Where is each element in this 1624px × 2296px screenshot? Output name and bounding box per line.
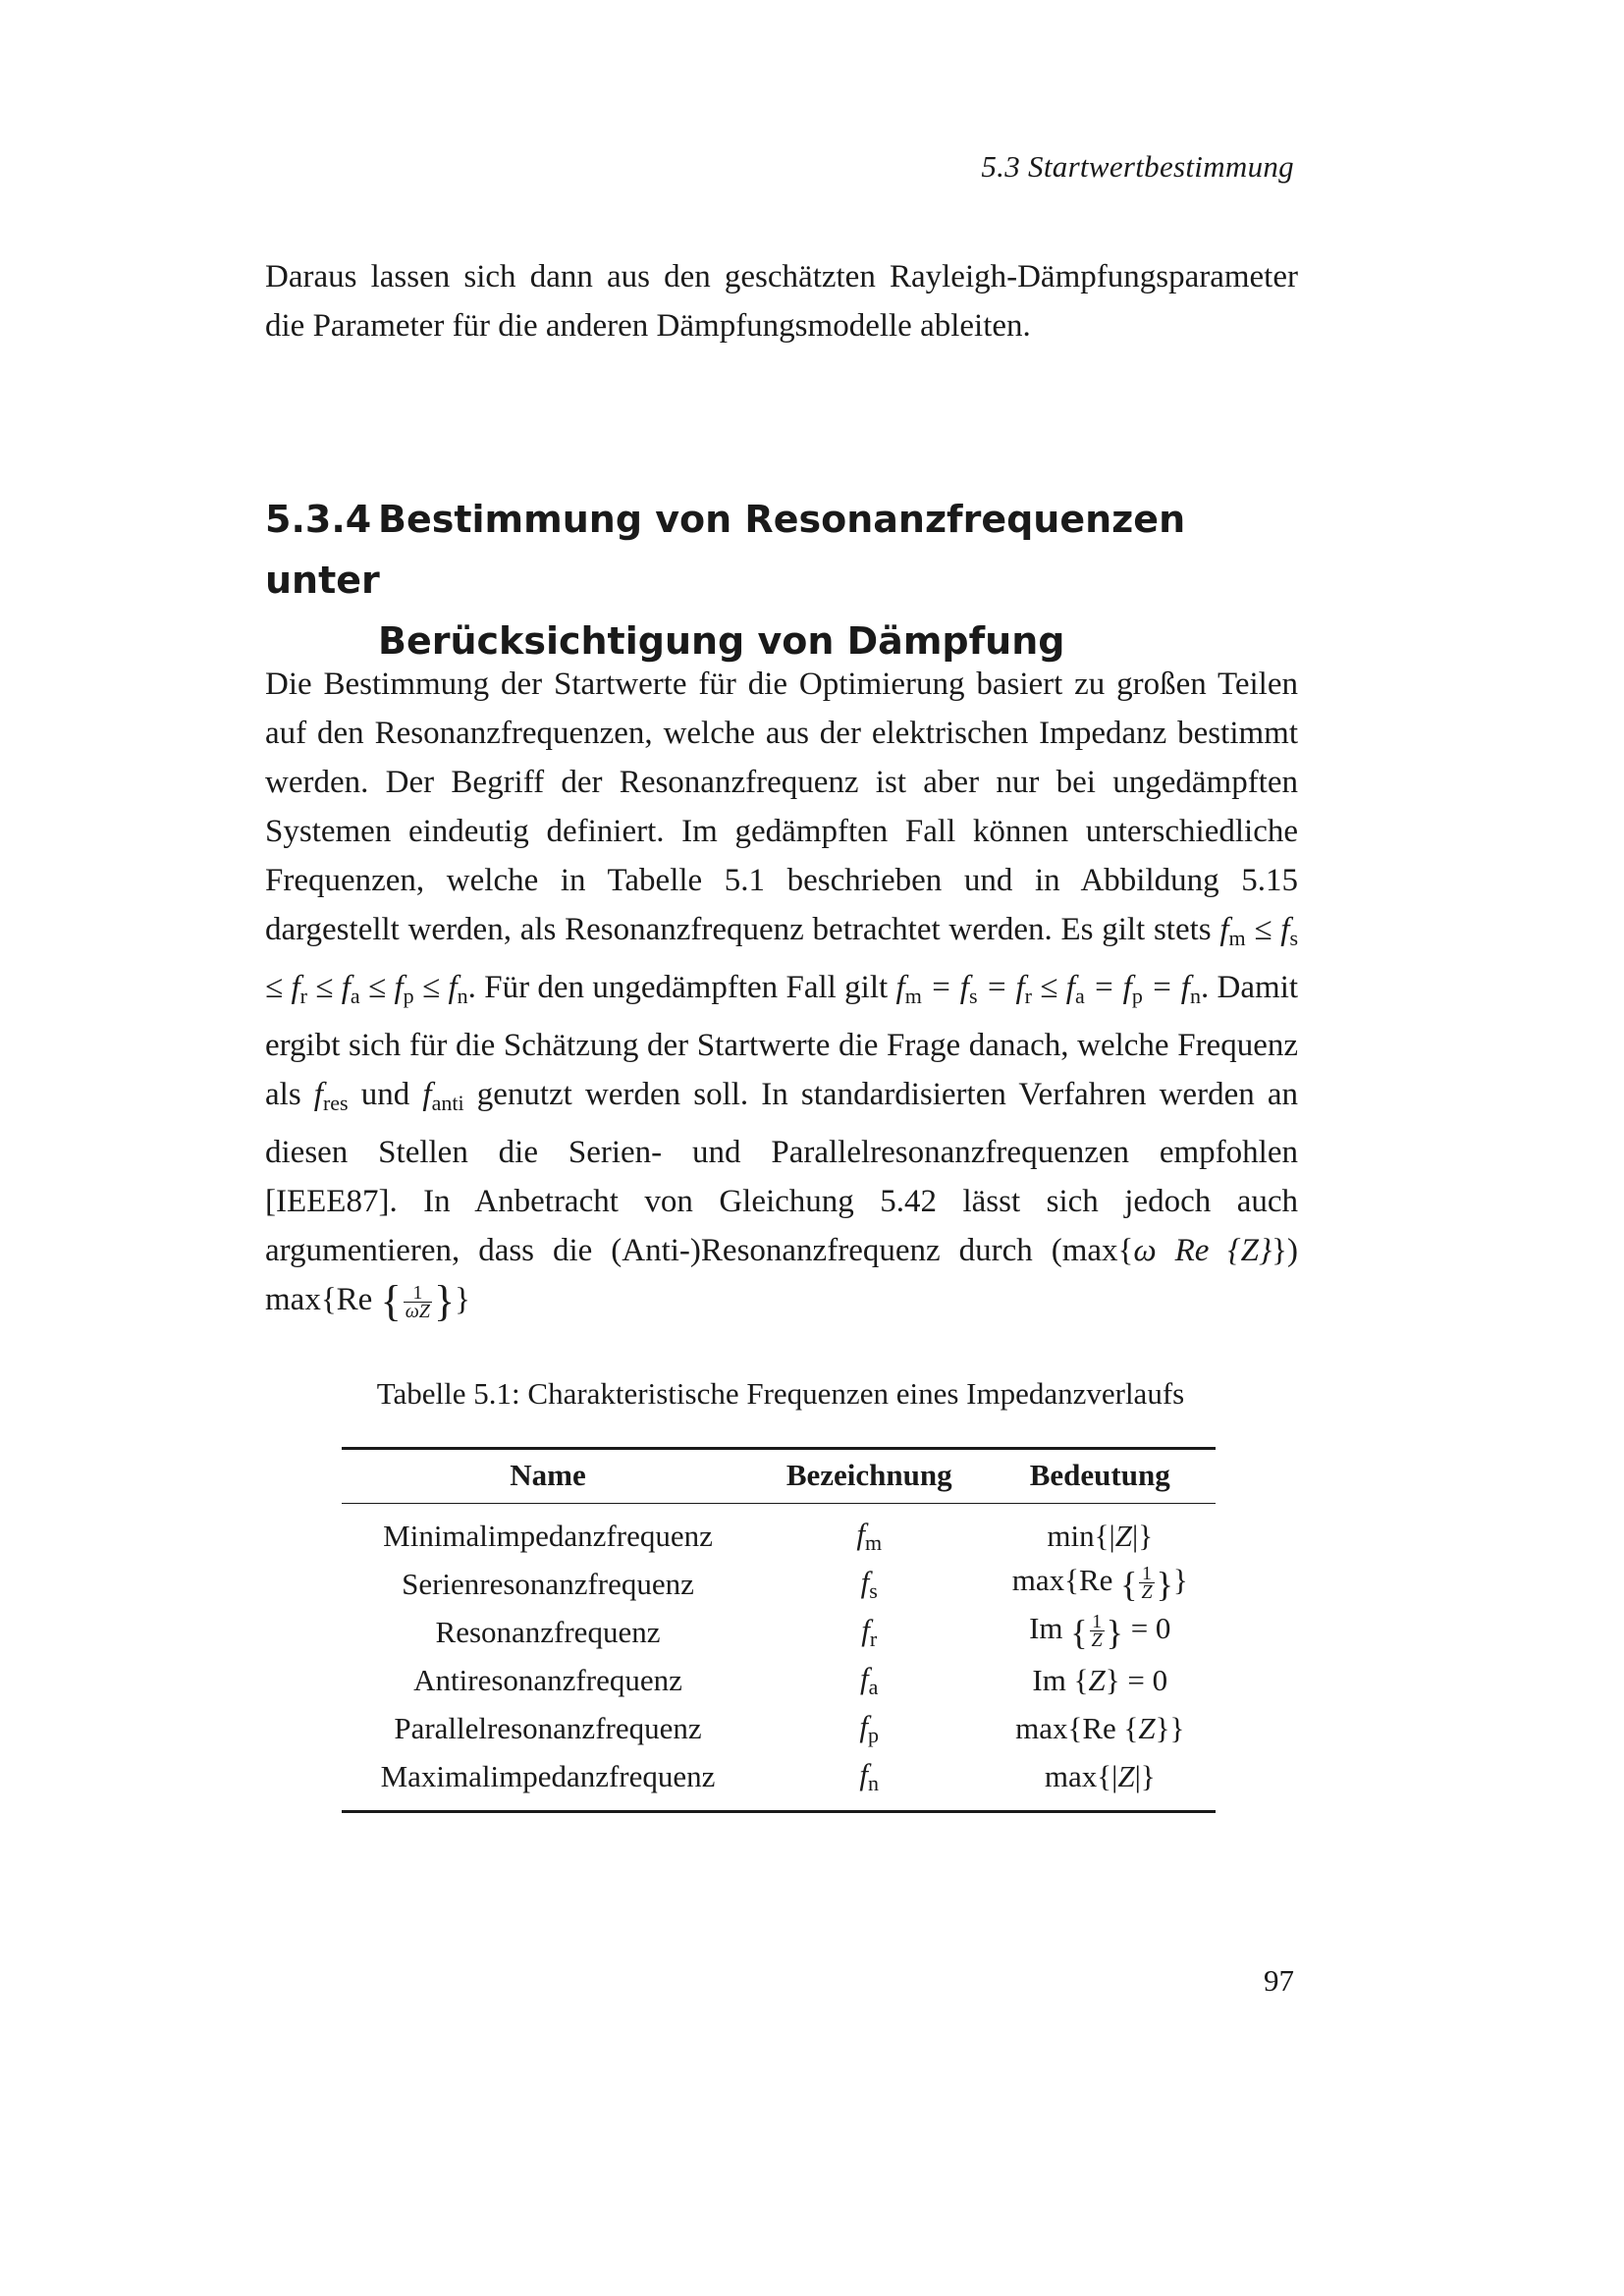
cell-name: Resonanzfrequenz: [435, 1614, 661, 1649]
running-header: 5.3 Startwertbestimmung: [981, 149, 1294, 184]
cell-meaning: min{|Z|}: [1047, 1518, 1154, 1553]
cell-name: Antiresonanzfrequenz: [413, 1662, 682, 1697]
fraction-1-omega-z: $\frac{1}{\omega Z}$: [405, 1281, 430, 1322]
intro-paragraph: Daraus lassen sich dann aus den geschätzten Rayleigh-Dämpfungsparameter die Parameter für die anderen Dämpfungsmodelle ableiten.: [265, 259, 1298, 344]
cell-symbol: $f_r$: [861, 1612, 878, 1651]
symbol-f-res: $f_{res}$: [313, 1077, 349, 1115]
section-title-line2: Berücksichtigung von Dämpfung: [378, 619, 1065, 663]
cell-meaning: Im {Z} = 0: [1032, 1662, 1168, 1697]
cell-symbol: $f_m$: [856, 1516, 883, 1555]
cell-meaning: max{Re {Z}}: [1015, 1710, 1185, 1745]
cell-name: Minimalimpedanzfrequenz: [383, 1518, 713, 1553]
page-number: 97: [1264, 1963, 1294, 1998]
table-header-row: [342, 1449, 1216, 1504]
inequality-damped: $f_m \le f_s \le f_r \le f_a \le f_p \le f_n$: [265, 912, 1298, 1008]
cell-name: Maximalimpedanzfrequenz: [380, 1758, 716, 1793]
table-row: [342, 1560, 1216, 1608]
body-paragraph: Die Bestimmung der Startwerte für die Optimierung basiert zu großen Teilen auf den Resonanzfrequenzen, welche aus der elektrischen Impedanz bestimmt werden. Der Begriff der Resonanzfrequenz ist aber nur bei ungedämpften Systemen eindeutig definiert. Im gedämpften Fall können unterschiedliche Frequenzen, welche in Tabelle 5.1 beschrieben und in Abbildung 5.15 dargestellt werden, als Resonanzfrequenz betrachtet werden. Es gilt stets $f_m \le f_s \le f_r \le f_a \le f_p \le f_n$. Für den ungedämpften Fall gilt $f_m = f_s = f_r \le f_a = f_p = f_n$. Damit ergibt sich für die Schätzung der Startwerte die Frage danach, welche Frequenz als $f_{res}$ und $f_{anti}$ genutzt werden soll. In standardisierten Verfahren werden an diesen Stellen die Serien- und Parallelresonanzfrequenzen empfohlen [IEEE87]. In Anbetracht von Gleichung 5.42 lässt sich jedoch auch argumentieren, dass die (Anti-)Resonanzfrequenz durch (max{ω Re {Z}}) max{Re { $\frac{1}{\omega Z}$ }}: [265, 667, 1299, 1325]
body-text-3: . Damit ergibt sich für die Schätzung der Startwerte die Frage danach, welche Frequenz als: [265, 970, 1299, 1112]
cell-meaning: Im { $\frac{1}{Z}$ } = 0: [1029, 1611, 1171, 1652]
header-name: Name: [510, 1458, 586, 1492]
cell-name: Serienresonanzfrequenz: [402, 1566, 694, 1601]
cell-meaning: max{|Z|}: [1044, 1758, 1156, 1793]
header-bezeichnung: Bezeichnung: [785, 1458, 952, 1492]
frequency-table: [342, 1447, 1216, 1813]
table-row: [342, 1656, 1216, 1704]
body-text-5: genutzt werden soll. In standardisierten Verfahren werden an diesen Stellen die Serien- und Parallelresonanzfrequenzen empfohlen [IEEE87]. In Anbetracht von Gleichung 5.42 lässt sich jedoch auch argumentieren, dass die (Anti-)Resonanzfrequenz durch (max{: [265, 1077, 1298, 1268]
cell-meaning: max{Re { $\frac{1}{Z}$ }}: [1011, 1563, 1188, 1604]
cell-symbol: $f_n$: [859, 1756, 880, 1795]
section-heading: [265, 489, 1298, 671]
header-bedeutung: Bedeutung: [1029, 1458, 1170, 1492]
body-text-2: . Für den ungedämpften Fall gilt: [467, 970, 896, 1005]
body-text-1: Die Bestimmung der Startwerte für die Optimierung basiert zu großen Teilen auf den Resonanzfrequenzen, welche aus der elektrischen Impedanz bestimmt werden. Der Begriff der Resonanzfrequenz ist aber nur bei ungedämpften Systemen eindeutig definiert. Im gedämpften Fall können unterschiedliche Frequenzen, welche in Tabelle 5.1 beschrieben und in Abbildung 5.15 dargestellt werden, als Resonanzfrequenz betrachtet werden. Es gilt stets: [265, 667, 1298, 947]
symbol-f-anti: $f_{anti}$: [422, 1077, 464, 1115]
table-row: [342, 1504, 1216, 1561]
body-text-7: }) max{Re: [265, 1233, 1298, 1317]
cell-symbol: $f_s$: [860, 1564, 878, 1603]
expr-omega-re-z: ω Re {Z}: [1133, 1233, 1272, 1268]
equality-undamped: $f_m = f_s = f_r \le f_a = f_p = f_n$: [895, 970, 1201, 1008]
section-number: 5.3.4: [265, 498, 372, 541]
table-row: [342, 1704, 1216, 1752]
section-title-line1: Bestimmung von Resonanzfrequenzen unter: [265, 498, 1186, 602]
cell-symbol: $f_a$: [860, 1660, 879, 1699]
table-row: [342, 1608, 1216, 1656]
cell-name: Parallelresonanzfrequenz: [394, 1710, 702, 1745]
cell-symbol: $f_p$: [859, 1708, 880, 1747]
table-row: [342, 1752, 1216, 1812]
table-caption: Tabelle 5.1: Charakteristische Frequenzen eines Impedanzverlaufs: [376, 1376, 1185, 1411]
body-text-8: }: [455, 1282, 470, 1317]
body-text-4: und: [348, 1077, 423, 1112]
